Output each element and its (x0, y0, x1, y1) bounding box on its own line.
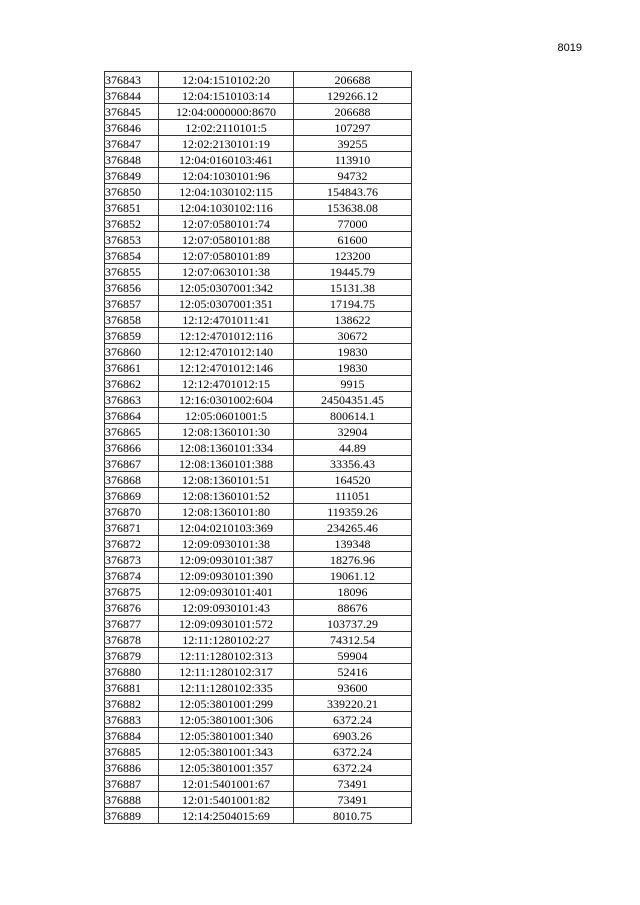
table-row (105, 648, 412, 664)
table-row (105, 616, 412, 632)
cadastral-number-cell: 12:05:3801001:340 (159, 728, 294, 744)
row-id-cell: 376849 (105, 168, 159, 184)
table-row (105, 504, 412, 520)
table-row (105, 248, 412, 264)
row-id-cell: 376861 (105, 360, 159, 376)
row-id-cell: 376879 (105, 648, 159, 664)
amount-cell: 6372.24 (294, 712, 412, 728)
row-id-cell: 376880 (105, 664, 159, 680)
table-row (105, 760, 412, 776)
cadastral-number-cell: 12:05:3801001:306 (159, 712, 294, 728)
amount-cell: 73491 (294, 776, 412, 792)
row-id-cell: 376843 (105, 72, 159, 88)
cadastral-number-cell: 12:12:4701012:146 (159, 360, 294, 376)
table-row (105, 88, 412, 104)
table-row (105, 104, 412, 120)
cadastral-number-cell: 12:11:1280102:317 (159, 664, 294, 680)
amount-cell: 33356.43 (294, 456, 412, 472)
row-id-cell: 376882 (105, 696, 159, 712)
amount-cell: 19445.79 (294, 264, 412, 280)
cadastral-number-cell: 12:11:1280102:313 (159, 648, 294, 664)
row-id-cell: 376863 (105, 392, 159, 408)
amount-cell: 24504351.45 (294, 392, 412, 408)
cadastral-number-cell: 12:07:0580101:88 (159, 232, 294, 248)
row-id-cell: 376877 (105, 616, 159, 632)
amount-cell: 19830 (294, 360, 412, 376)
amount-cell: 32904 (294, 424, 412, 440)
amount-cell: 111051 (294, 488, 412, 504)
table-row (105, 264, 412, 280)
row-id-cell: 376860 (105, 344, 159, 360)
amount-cell: 73491 (294, 792, 412, 808)
row-id-cell: 376850 (105, 184, 159, 200)
row-id-cell: 376847 (105, 136, 159, 152)
amount-cell: 93600 (294, 680, 412, 696)
row-id-cell: 376845 (105, 104, 159, 120)
cadastral-number-cell: 12:01:5401001:67 (159, 776, 294, 792)
row-id-cell: 376844 (105, 88, 159, 104)
table-row (105, 520, 412, 536)
table-row (105, 568, 412, 584)
cadastral-number-cell: 12:02:2130101:19 (159, 136, 294, 152)
table-row (105, 136, 412, 152)
row-id-cell: 376857 (105, 296, 159, 312)
amount-cell: 15131.38 (294, 280, 412, 296)
table-row (105, 792, 412, 808)
cadastral-number-cell: 12:07:0630101:38 (159, 264, 294, 280)
table-row (105, 376, 412, 392)
table-row (105, 696, 412, 712)
table-row (105, 200, 412, 216)
row-id-cell: 376865 (105, 424, 159, 440)
amount-cell: 44.89 (294, 440, 412, 456)
cadastral-number-cell: 12:09:0930101:572 (159, 616, 294, 632)
table-row (105, 584, 412, 600)
row-id-cell: 376878 (105, 632, 159, 648)
table-row (105, 632, 412, 648)
row-id-cell: 376872 (105, 536, 159, 552)
cadastral-number-cell: 12:05:0307001:351 (159, 296, 294, 312)
cadastral-number-cell: 12:16:0301002:604 (159, 392, 294, 408)
table-row (105, 600, 412, 616)
cadastral-number-cell: 12:05:0601001:5 (159, 408, 294, 424)
table-row (105, 120, 412, 136)
cadastral-number-cell: 12:09:0930101:38 (159, 536, 294, 552)
row-id-cell: 376873 (105, 552, 159, 568)
cadastral-number-cell: 12:09:0930101:43 (159, 600, 294, 616)
table-row (105, 728, 412, 744)
amount-cell: 129266.12 (294, 88, 412, 104)
table-row (105, 472, 412, 488)
amount-cell: 206688 (294, 104, 412, 120)
row-id-cell: 376854 (105, 248, 159, 264)
table-row (105, 712, 412, 728)
cadastral-number-cell: 12:07:0580101:74 (159, 216, 294, 232)
cadastral-number-cell: 12:11:1280102:335 (159, 680, 294, 696)
cadastral-number-cell: 12:04:1030102:116 (159, 200, 294, 216)
amount-cell: 88676 (294, 600, 412, 616)
row-id-cell: 376875 (105, 584, 159, 600)
table-row (105, 72, 412, 88)
table-row (105, 408, 412, 424)
row-id-cell: 376867 (105, 456, 159, 472)
table-body (105, 72, 412, 824)
amount-cell: 17194.75 (294, 296, 412, 312)
cadastral-number-cell: 12:02:2110101:5 (159, 120, 294, 136)
amount-cell: 8010.75 (294, 808, 412, 824)
row-id-cell: 376887 (105, 776, 159, 792)
cadastral-number-cell: 12:04:0160103:461 (159, 152, 294, 168)
row-id-cell: 376862 (105, 376, 159, 392)
cadastral-number-cell: 12:05:0307001:342 (159, 280, 294, 296)
cadastral-number-cell: 12:08:1360101:51 (159, 472, 294, 488)
amount-cell: 206688 (294, 72, 412, 88)
row-id-cell: 376871 (105, 520, 159, 536)
cadastral-number-cell: 12:08:1360101:30 (159, 424, 294, 440)
table-row (105, 456, 412, 472)
table-row (105, 424, 412, 440)
table-row (105, 152, 412, 168)
cadastral-number-cell: 12:05:3801001:357 (159, 760, 294, 776)
row-id-cell: 376866 (105, 440, 159, 456)
page-number: 8019 (557, 42, 582, 54)
cadastral-number-cell: 12:08:1360101:334 (159, 440, 294, 456)
row-id-cell: 376846 (105, 120, 159, 136)
amount-cell: 61600 (294, 232, 412, 248)
amount-cell: 234265.46 (294, 520, 412, 536)
row-id-cell: 376859 (105, 328, 159, 344)
row-id-cell: 376868 (105, 472, 159, 488)
cadastral-number-cell: 12:07:0580101:89 (159, 248, 294, 264)
table-row (105, 776, 412, 792)
table-row (105, 808, 412, 824)
table-row (105, 296, 412, 312)
table-row (105, 440, 412, 456)
amount-cell: 153638.08 (294, 200, 412, 216)
cadastral-number-cell: 12:09:0930101:390 (159, 568, 294, 584)
amount-cell: 123200 (294, 248, 412, 264)
cadastral-number-cell: 12:08:1360101:388 (159, 456, 294, 472)
row-id-cell: 376888 (105, 792, 159, 808)
amount-cell: 107297 (294, 120, 412, 136)
row-id-cell: 376874 (105, 568, 159, 584)
row-id-cell: 376848 (105, 152, 159, 168)
cadastral-number-cell: 12:09:0930101:387 (159, 552, 294, 568)
row-id-cell: 376885 (105, 744, 159, 760)
cadastral-number-cell: 12:04:1030102:115 (159, 184, 294, 200)
table-row (105, 232, 412, 248)
amount-cell: 103737.29 (294, 616, 412, 632)
cadastral-number-cell: 12:09:0930101:401 (159, 584, 294, 600)
table-row (105, 488, 412, 504)
amount-cell: 74312.54 (294, 632, 412, 648)
table-row (105, 536, 412, 552)
cadastral-number-cell: 12:05:3801001:299 (159, 696, 294, 712)
amount-cell: 77000 (294, 216, 412, 232)
cadastral-number-cell: 12:04:0210103:369 (159, 520, 294, 536)
row-id-cell: 376889 (105, 808, 159, 824)
table-row (105, 184, 412, 200)
cadastral-number-cell: 12:04:1510103:14 (159, 88, 294, 104)
table-row (105, 664, 412, 680)
amount-cell: 800614.1 (294, 408, 412, 424)
cadastral-number-cell: 12:08:1360101:80 (159, 504, 294, 520)
row-id-cell: 376858 (105, 312, 159, 328)
data-table (104, 71, 412, 824)
amount-cell: 18096 (294, 584, 412, 600)
cadastral-number-cell: 12:04:0000000:8670 (159, 104, 294, 120)
cadastral-number-cell: 12:14:2504015:69 (159, 808, 294, 824)
amount-cell: 164520 (294, 472, 412, 488)
amount-cell: 94732 (294, 168, 412, 184)
amount-cell: 59904 (294, 648, 412, 664)
cadastral-number-cell: 12:01:5401001:82 (159, 792, 294, 808)
row-id-cell: 376856 (105, 280, 159, 296)
table-row (105, 392, 412, 408)
row-id-cell: 376853 (105, 232, 159, 248)
row-id-cell: 376869 (105, 488, 159, 504)
table-row (105, 680, 412, 696)
row-id-cell: 376876 (105, 600, 159, 616)
amount-cell: 119359.26 (294, 504, 412, 520)
table-row (105, 168, 412, 184)
amount-cell: 30672 (294, 328, 412, 344)
cadastral-number-cell: 12:12:4701011:41 (159, 312, 294, 328)
row-id-cell: 376870 (105, 504, 159, 520)
amount-cell: 113910 (294, 152, 412, 168)
amount-cell: 6372.24 (294, 744, 412, 760)
table-row (105, 280, 412, 296)
amount-cell: 138622 (294, 312, 412, 328)
amount-cell: 19061.12 (294, 568, 412, 584)
amount-cell: 339220.21 (294, 696, 412, 712)
table-row (105, 216, 412, 232)
cadastral-number-cell: 12:04:1030101:96 (159, 168, 294, 184)
amount-cell: 39255 (294, 136, 412, 152)
row-id-cell: 376884 (105, 728, 159, 744)
cadastral-number-cell: 12:05:3801001:343 (159, 744, 294, 760)
amount-cell: 9915 (294, 376, 412, 392)
table-row (105, 328, 412, 344)
amount-cell: 154843.76 (294, 184, 412, 200)
cadastral-number-cell: 12:12:4701012:116 (159, 328, 294, 344)
cadastral-number-cell: 12:12:4701012:15 (159, 376, 294, 392)
amount-cell: 139348 (294, 536, 412, 552)
table-row (105, 360, 412, 376)
row-id-cell: 376864 (105, 408, 159, 424)
cadastral-number-cell: 12:04:1510102:20 (159, 72, 294, 88)
table-row (105, 344, 412, 360)
row-id-cell: 376881 (105, 680, 159, 696)
cadastral-number-cell: 12:11:1280102:27 (159, 632, 294, 648)
row-id-cell: 376851 (105, 200, 159, 216)
table-row (105, 552, 412, 568)
amount-cell: 6372.24 (294, 760, 412, 776)
table-row (105, 744, 412, 760)
amount-cell: 52416 (294, 664, 412, 680)
amount-cell: 19830 (294, 344, 412, 360)
table-row (105, 312, 412, 328)
row-id-cell: 376855 (105, 264, 159, 280)
cadastral-number-cell: 12:08:1360101:52 (159, 488, 294, 504)
amount-cell: 6903.26 (294, 728, 412, 744)
row-id-cell: 376852 (105, 216, 159, 232)
row-id-cell: 376886 (105, 760, 159, 776)
cadastral-number-cell: 12:12:4701012:140 (159, 344, 294, 360)
amount-cell: 18276.96 (294, 552, 412, 568)
row-id-cell: 376883 (105, 712, 159, 728)
